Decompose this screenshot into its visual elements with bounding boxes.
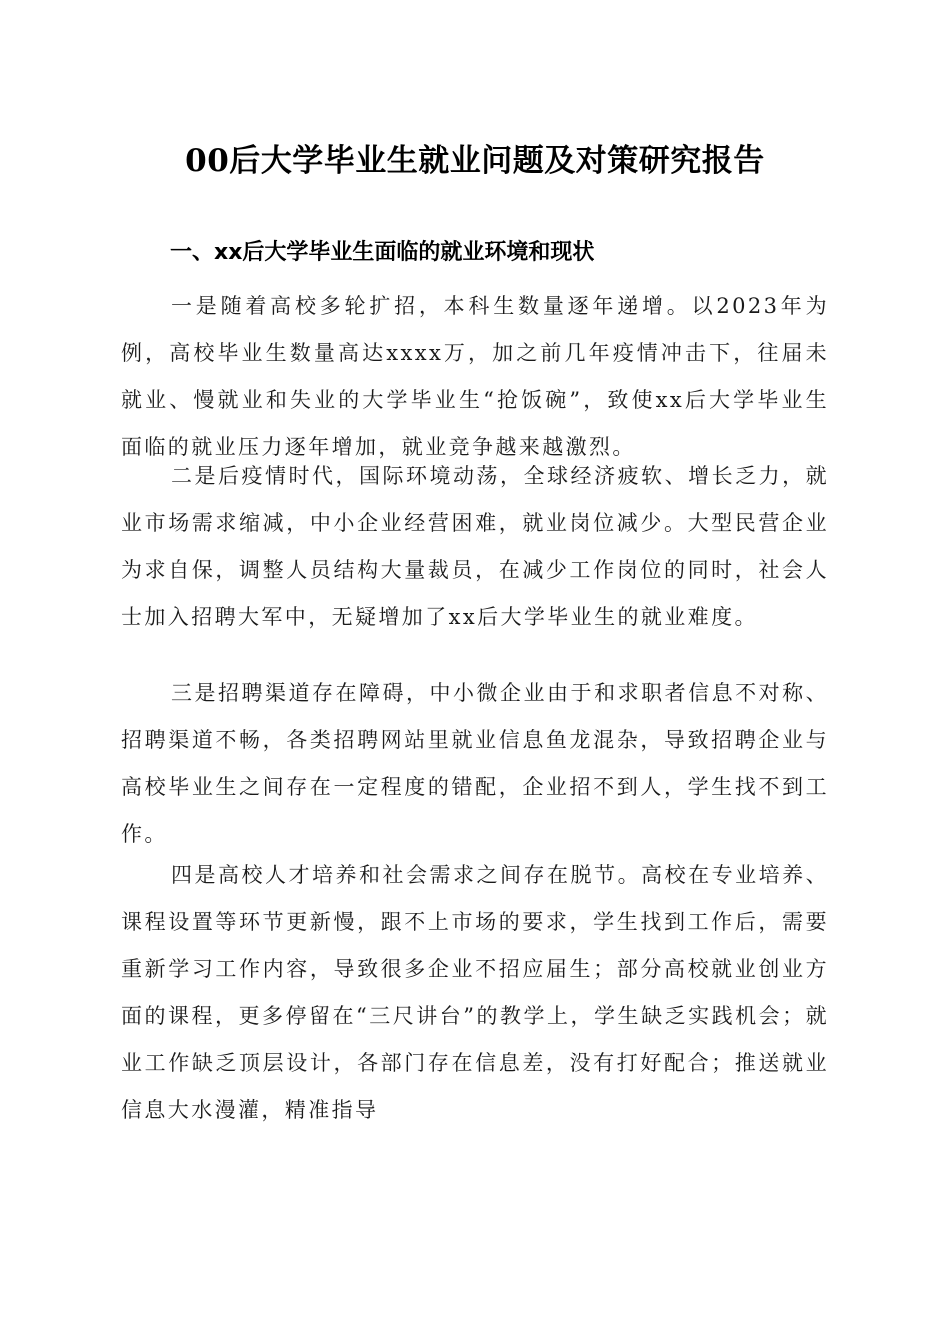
document-title: 00后大学毕业生就业问题及对策研究报告 (185, 143, 765, 179)
paragraph-4: 四是高校人才培养和社会需求之间存在脱节。高校在专业培养、课程设置等环节更新慢，跟不上市场的要求，学生找到工作后，需要重新学习工作内容，导致很多企业不招应届生；部分高校就业创业方面的课程，更多停留在“三尺讲台”的教学上，学生缺乏实践机会；就业工作缺乏顶层设计，各部门存在信息差，没有打好配合；推送就业信息大水漫灌，精准指导 (121, 863, 829, 1122)
paragraph-2: 二是后疫情时代，国际环境动荡，全球经济疲软、增长乏力，就业市场需求缩减，中小企业经营困难，就业岗位减少。大型民营企业为求自保，调整人员结构大量裁员，在减少工作岗位的同时，社会人士加入招聘大军中，无疑增加了xx后大学毕业生的就业难度。 (121, 464, 829, 629)
paragraph-1: 一是随着高校多轮扩招，本科生数量逐年递增。以2023年为例，高校毕业生数量高达xxxx万，加之前几年疫情冲击下，往届未就业、慢就业和失业的大学毕业生“抢饭碗”，致使xx后大学毕业生面临的就业压力逐年增加，就业竞争越来越激烈。 (121, 294, 829, 459)
section-heading: 一、xx后大学毕业生面临的就业环境和现状 (170, 240, 595, 265)
paragraph-3: 三是招聘渠道存在障碍，中小微企业由于和求职者信息不对称、招聘渠道不畅，各类招聘网站里就业信息鱼龙混杂，导致招聘企业与高校毕业生之间存在一定程度的错配，企业招不到人，学生找不到工作。 (121, 681, 829, 846)
